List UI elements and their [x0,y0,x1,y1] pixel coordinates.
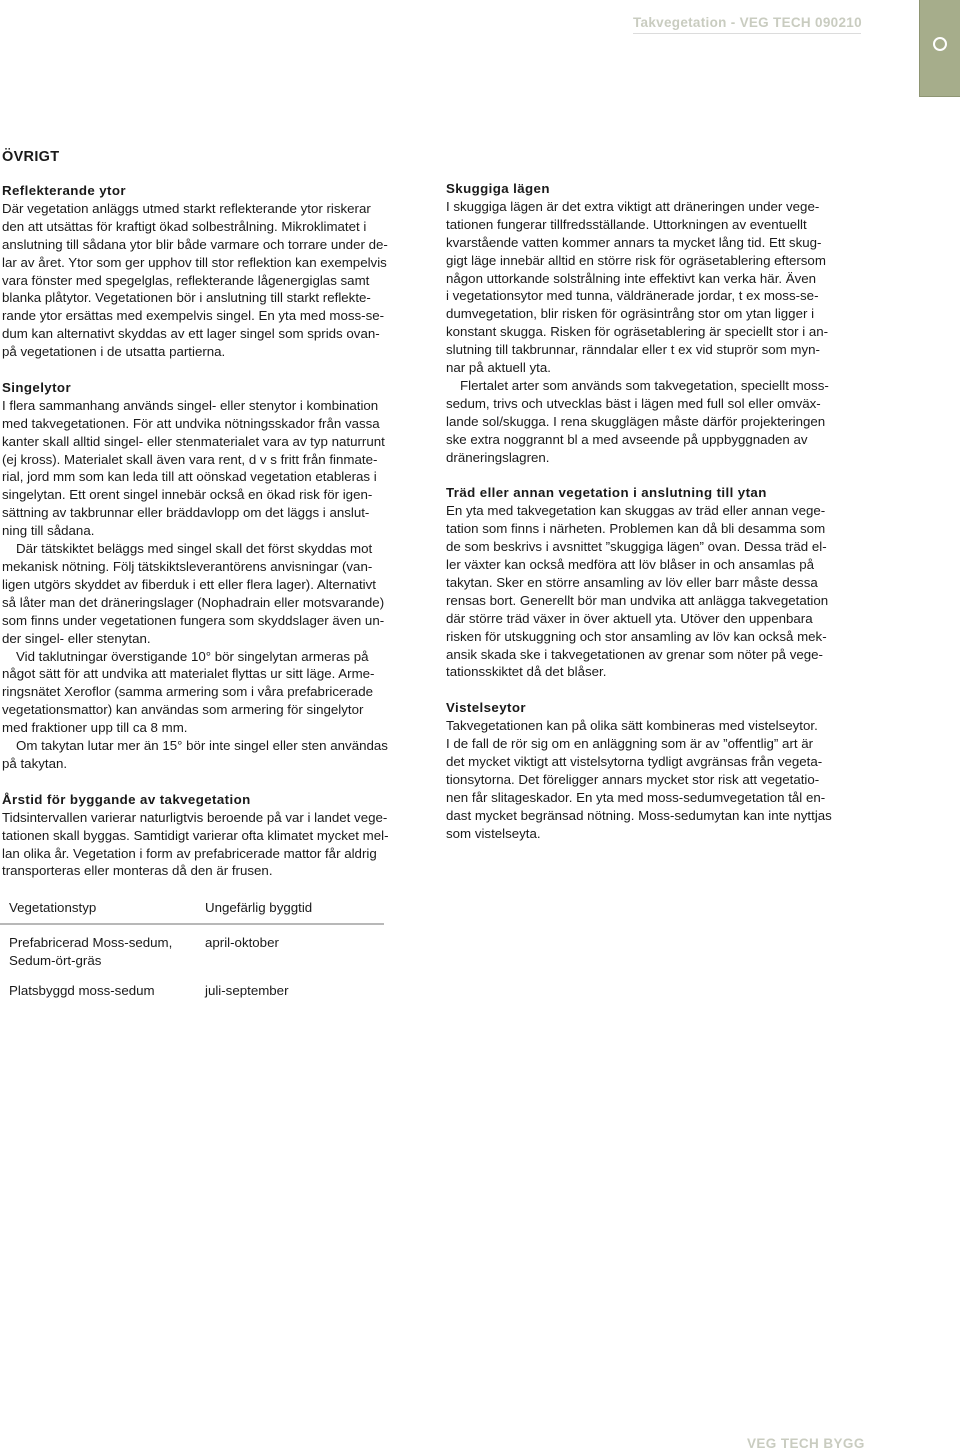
table-header-cell: Vegetationstyp [0,896,205,924]
table-cell: april-oktober [205,934,279,950]
heading-skuggiga: Skuggiga lägen [446,181,550,196]
paragraph-singelytor-4: Om takytan lutar mer än 15° bör inte singel eller sten användas på takytan. [2,738,388,771]
table-header-row [0,896,384,924]
table-cell: juli-september [205,982,289,998]
paragraph-arstid: Tidsintervallen varierar naturligtvis beroende på var i landet vege- tationen skall byggas. Samtidigt varierar ofta klimatet mycket mel- lan olika år. Vegetation i form av prefabricerade mattor får aldrig transporteras eller monteras då den är frusen. [2,809,389,879]
paragraph-singelytor-3: Vid taklutningar överstigande 10° bör singelytan armeras på något sätt för att undvika att materialet flyttas ur sitt läge. Arme- ringsnätet Xeroflor (samma armering som i våra prefabricerade vegetationsmattor) kan användas som armering för singelytor med fraktioner upp till ca 8 mm. [2,648,375,736]
build-time-table [0,896,384,1000]
paragraph-skuggiga-1: I skuggiga lägen är det extra viktigt att dräneringen under vege- tationen fungerar tillfredsställande. Uttorkningen av eventuellt kvarstående vatten kommer annars ta mycket lång tid. Ett skug- gigt läge innebär alltid en större risk för ogräsetablering eftersom någon uttorkande solstrålning inte effektivt kan verka här. Även i vegetationsytor med tunna, väldränerade jordar, t ex moss-se- dumvegetation, blir risken för ogräsintrång stor om ytan ligger i konstant skugga. Risken för ogräsetablering är speciellt stor i an- slutning till takbrunnar, ränndalar eller t ex vid stuprör som myn- nar på aktuell yta. [446,198,829,376]
section-title: ÖVRIGT [2,149,60,165]
table-cell: Prefabricerad Moss-sedum, Sedum-ört-gräs [9,934,173,968]
running-footer: VEG TECH BYGG [747,1436,865,1451]
paragraph-singelytor-2: Där tätskiktet beläggs med singel skall det först skyddas mot mekanisk nötning. Följ tätskiktsleverantörens anvisningar (van- ligen utgörs skyddet av fiberduk i ett eller flera lager). Alternativt så låter man det dräneringslager (Nophadrain eller motsvarande) som finns under vegetationen fungera som skyddslager även un- der singel- eller stenytan. [2,541,385,646]
paragraph-skuggiga-2: Flertalet arter som används som takvegetation, speciellt moss- sedum, trivs och utvecklas bäst i lägen med full sol eller omväx- lande sol/skugga. I rena skugglägen måste därför projekteringen ske extra noggrannt bl a med avseende på uppbyggnaden av dräneringslagren. [446,377,829,465]
table-row [0,970,384,1000]
left-column [2,182,422,880]
paragraph-singelytor-1: I flera sammanhang används singel- eller stenytor i kombination med takvegetationen. För att undvika nötningsskador från vassa kanter skall alltid singel- eller stenmaterialet vara av typ naturrunt (ej kross). Materialet skall även vara rent, d v s fritt från finmate- rial, jord mm som kan leda till att oönskad vegetation etableras i singelytan. Ett orent singel innebär också en ökad risk för igen- sättning av takbrunnar eller bräddavlopp om det läggs i anslut- ning till sådana. [2,397,385,539]
table-row [0,924,384,970]
table-cell: Platsbyggd moss-sedum [9,982,155,998]
paragraph-reflekterande: Där vegetation anläggs utmed starkt reflekterande ytor riskerar den att utsättas för kraftigt ökad solbestrålning. Mikroklimatet i anslutning till sådana ytor blir både varmare och torrare under de- lar av året. Ytor som ger upphov till stor reflektion kan exempelvis vara fönster med spegelglas, reflekterande lågenergiglas samt blanka plåtytor. Vegetationen bör i anslutning till starkt reflekte- rande ytor ersättas med exempelvis singel. En yta med moss-se- dum kan alternativt skyddas av ett lager singel som sprids ovan- på vegetationen i de utsatta partierna. [2,200,388,360]
chapter-tab [919,0,960,97]
circle-icon [933,37,947,51]
heading-arstid: Årstid för byggande av takvegetation [2,791,251,807]
heading-reflekterande: Reflekterande ytor [2,183,126,198]
paragraph-vistelse: Takvegetationen kan på olika sätt kombineras med vistelseytor. I de fall de rör sig om en anläggning som är av ”offentlig” art är det mycket viktigt att vistelsytorna tydligt avgränsas från vegeta- tionsytorna. Det föreligger annars mycket stor risk att vegetatio- nen får slitageskador. En yta med moss-sedumvegetation tål en- dast mycket begränsad nötning. Moss-sedumytan kan inte nyttjas som vistelseyta. [446,718,832,841]
right-column [446,180,866,843]
heading-trad: Träd eller annan vegetation i anslutning till ytan [446,485,767,501]
running-header: Takvegetation - VEG TECH 090210 [633,15,861,34]
table-header-cell: Ungefärlig byggtid [205,896,384,924]
paragraph-trad: En yta med takvegetation kan skuggas av träd eller annan vege- tation som finns i närheten. Problemen kan då bli desamma som de som beskrivs i avsnittet ”skuggiga lägen” ovan. Dessa träd el- ler växter kan också medföra att löv blåser in och ansamlas på takytan. Sker en större ansamling av löv eller barr måste dessa rensas bort. Generellt bör man undvika att anlägga takvegetation där större träd växer in över aktuell yta. Utöver den uppenbara risken för utskuggning och stor ansamling av löv kan också mek- ansik skada ske i takvegetationen av grenar som nöter på vege- tationsskiktet då det blåser. [446,503,829,680]
heading-vistelse: Vistelseytor [446,700,526,716]
heading-singelytor: Singelytor [2,379,72,395]
